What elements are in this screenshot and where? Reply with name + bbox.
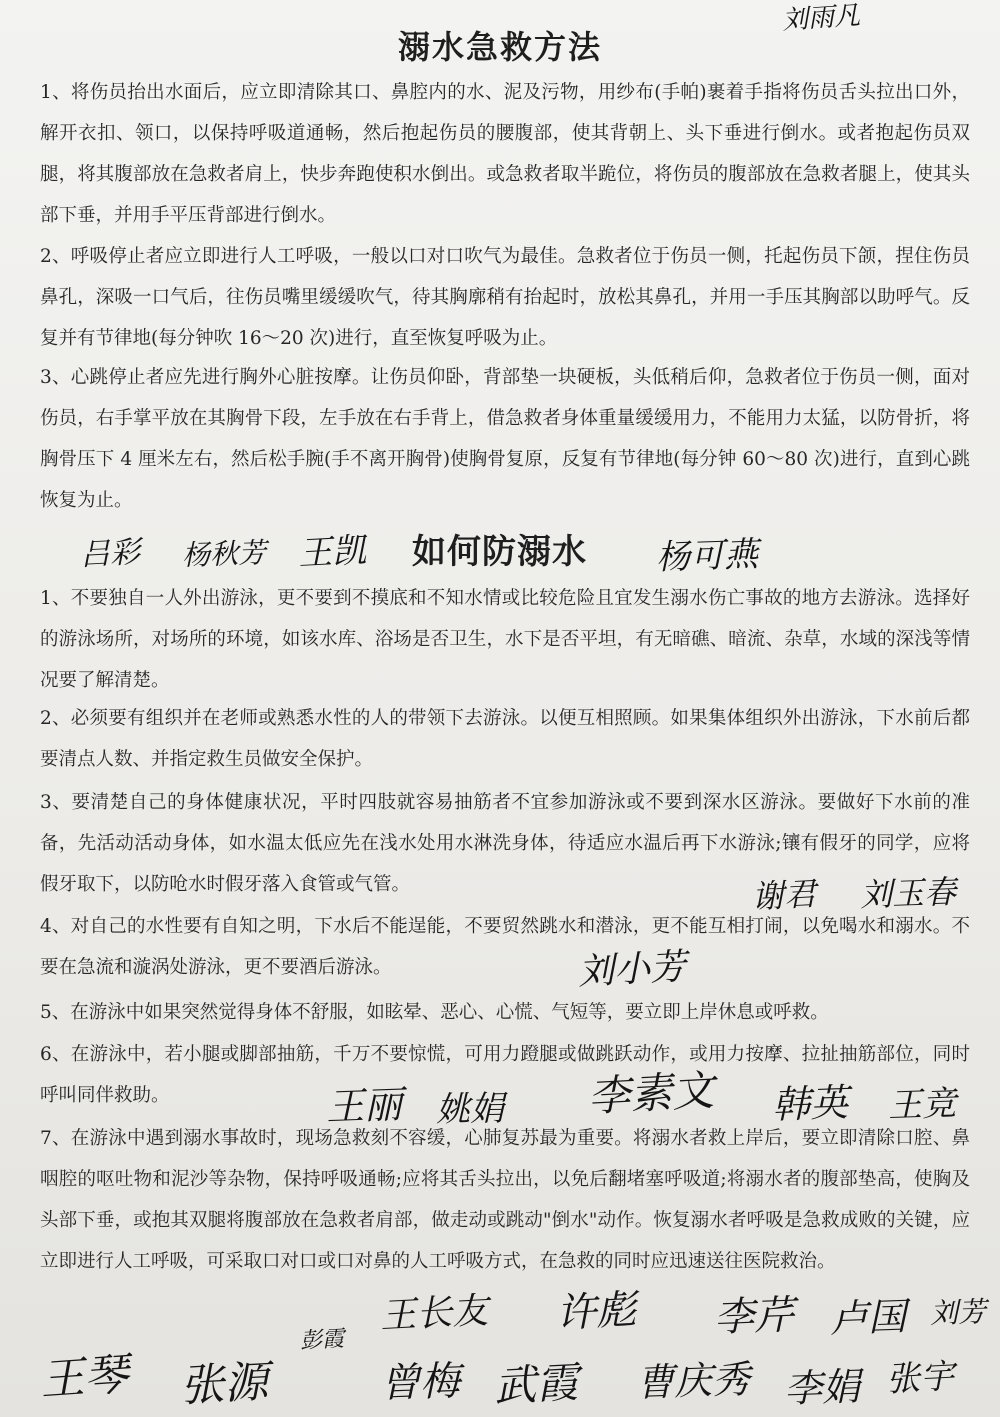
subtitle-row — [0, 520, 1000, 580]
signature: 刘小芳 — [577, 946, 688, 993]
rescue-step-2: 2、呼吸停止者应立即进行人工呼吸，一般以口对口吹气为最佳。急救者位于伤员一侧，托起伤员下颌，捏住伤员鼻孔，深吸一口气后，往伤员嘴里缓缓吹气，待其胸廓稍有抬起时，放松其鼻孔，并用一手压其胸部以助呼气。反复并有节律地(每分钟吹 16～20 次)进行，直至恢复呼吸为止。 — [40, 246, 970, 349]
signature: 谢君 — [751, 874, 818, 916]
signature: 曾梅 — [379, 1358, 461, 1407]
signature: 曹庆秀 — [635, 1357, 751, 1405]
signature: 杨秋芳 — [181, 536, 267, 572]
signature: 李娟 — [783, 1364, 861, 1411]
signature: 彭霞 — [299, 1326, 345, 1354]
signature: 许彪 — [554, 1286, 638, 1337]
prevention-step-5: 5、在游泳中如果突然觉得身体不舒服，如眩晕、恶心、心慌、气短等，要立即上岸休息或呼救。 — [40, 1002, 829, 1023]
signature: 王丽 — [325, 1082, 403, 1129]
rescue-step-3: 3、心跳停止者应先进行胸外心脏按摩。让伤员仰卧，背部垫一块硬板，头低稍后仰，急救者位于伤员一侧，面对伤员，右手掌平放在其胸骨下段，左手放在右手背上，借急救者身体重量缓缓用力，不能用力太猛，以防骨折，将胸骨压下 4 厘米左右，然后松手腕(手不离开胸骨)使胸骨复原，反复有节律地(每分钟 60～80 次)进行，直到心跳恢复为止。 — [40, 367, 970, 511]
section-subtitle: 如何防溺水 — [412, 532, 587, 572]
signature: 武霞 — [492, 1357, 580, 1411]
signature: 张源 — [178, 1356, 270, 1412]
signature: 刘雨凡 — [781, 0, 862, 36]
prevention-step-3: 3、要清楚自己的身体健康状况，平时四肢就容易抽筋者不宜参加游泳或不要到深水区游泳。要做好下水前的准备，先活动活动身体，如水温太低应先在浅水处用水淋洗身体，待适应水温后再下水游泳;镶有假牙的同学，应将假牙取下，以防呛水时假牙落入食管或气管。 — [40, 792, 970, 895]
signature: 张宇 — [885, 1356, 956, 1400]
prevention-step-6: 6、在游泳中，若小腿或脚部抽筋，千万不要惊慌，可用力蹬腿或做跳跃动作，或用力按摩、拉扯抽筋部位，同时呼叫同伴救助。 — [40, 1044, 970, 1106]
signature: 李素文 — [586, 1065, 716, 1121]
prevention-step-1: 1、不要独自一人外出游泳，更不要到不摸底和不知水情或比较危险且宜发生溺水伤亡事故的地方去游泳。选择好的游泳场所，对场所的环境，如该水库、浴场是否卫生，水下是否平坦，有无暗礁、暗流、杂草，水域的深浅等情况要了解清楚。 — [40, 588, 970, 691]
prevention-step-2: 2、必须要有组织并在老师或熟悉水性的人的带领下去游泳。以便互相照顾。如果集体组织外出游泳，下水前后都要清点人数、并指定救生员做安全保护。 — [40, 708, 970, 770]
document-title: 溺水急救方法 — [397, 28, 602, 66]
signature: 杨可燕 — [655, 534, 759, 578]
signature: 韩英 — [771, 1080, 849, 1127]
rescue-step-1: 1、将伤员抬出水面后，应立即清除其口、鼻腔内的水、泥及污物，用纱布(手帕)裹着手指将伤员舌头拉出口外，解开衣扣、领口，以保持呼吸道通畅，然后抱起伤员的腰腹部，使其背朝上、头下垂进行倒水。或者抱起伤员双腿，将其腹部放在急救者肩上，快步奔跑使积水倒出。或急救者取半跪位，将伤员的腹部放在急救者腿上，使其头部下垂，并用手平压背部进行倒水。 — [40, 82, 970, 226]
signature: 王竞 — [887, 1083, 957, 1126]
signature: 姚娟 — [435, 1088, 505, 1130]
signature: 吕彩 — [79, 534, 142, 573]
signature: 王长友 — [379, 1290, 490, 1337]
signature: 王凯 — [297, 530, 368, 574]
prevention-step-7: 7、在游泳中遇到溺水事故时，现场急救刻不容缓，心肺复苏最为重要。将溺水者救上岸后，要立即清除口腔、鼻咽腔的呕吐物和泥沙等杂物，保持呼吸通畅;应将其舌头拉出，以免后翻堵塞呼吸道;将溺水者的腹部垫高，使胸及头部下垂，或抱其双腿将腹部放在急救者肩部，做走动或跳动"倒水"动作。恢复溺水者呼吸是急救成败的关键，应立即进行人工呼吸，可采取口对口或口对鼻的人工呼吸方式，在急救的同时应迅速送往医院救治。 — [40, 1128, 970, 1272]
signature: 刘芳 — [929, 1295, 987, 1330]
signature: 王琴 — [38, 1348, 130, 1406]
prevention-step-4: 4、对自己的水性要有自知之明，下水后不能逞能，不要贸然跳水和潜泳，更不能互相打闹，以免喝水和溺水。不要在急流和漩涡处游泳，更不要酒后游泳。 — [40, 916, 970, 978]
signature: 刘玉春 — [859, 872, 957, 914]
signature: 李芹 — [713, 1292, 795, 1341]
signature: 卢国 — [829, 1294, 907, 1341]
